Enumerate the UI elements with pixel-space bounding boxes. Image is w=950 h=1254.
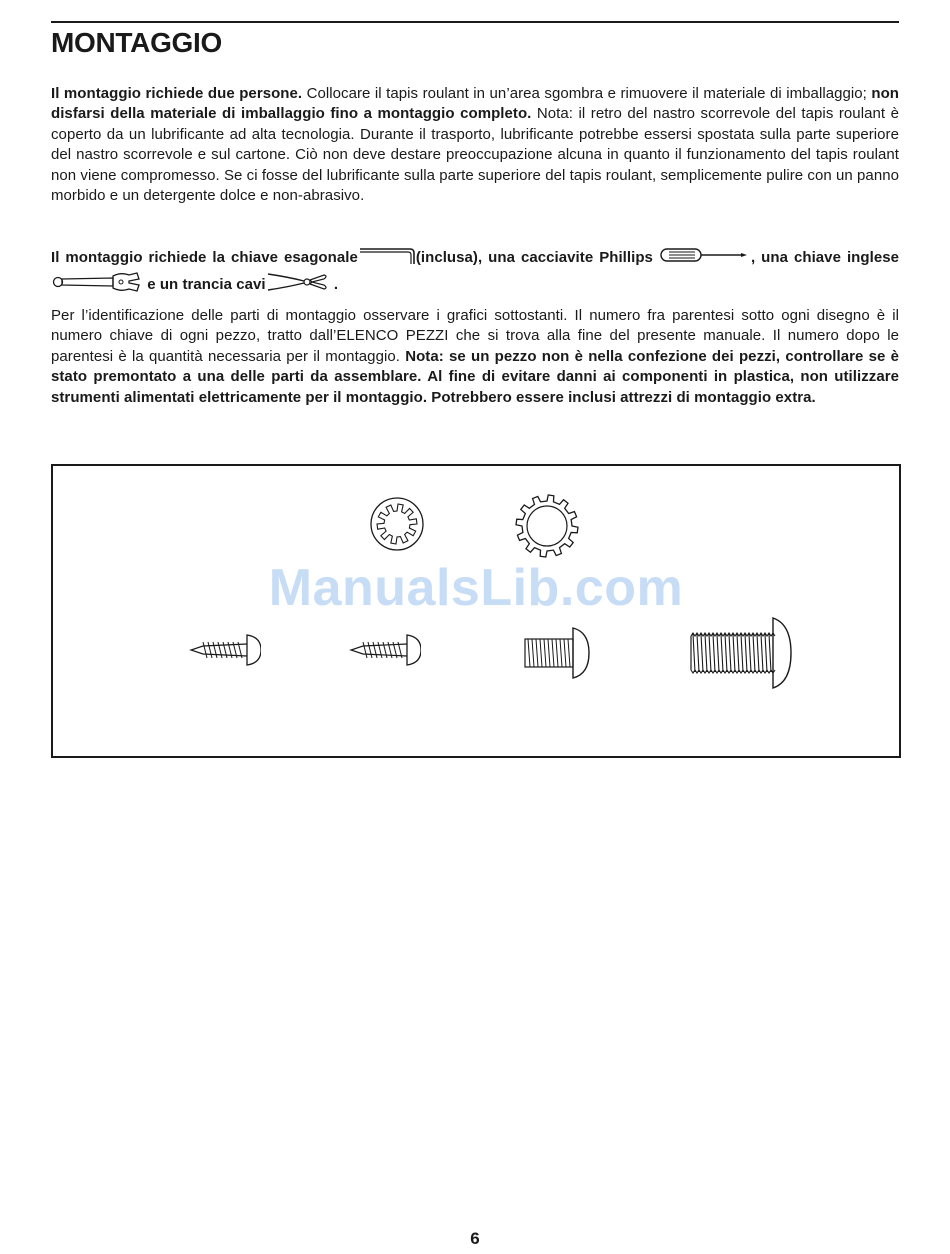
intro-text-2: Nota: il retro del nastro scorrevole del tapis roulant è coperto da un lubrificante ad alta tecnologia. Durante il trasporto, lubrificante potrebbe essersi spostata sulla parte superiore del nastro scorrevole e sul cartone. Ciò non deve destare preoccupazione alcuna in quanto il funzionamento del tapis roulant non viene compromesso. Se ci fosse del lubrificante sulla parte superiore del tapis roulant, semplicemente pulire con un panno morbido e un detergente dolce e non-abrasivo.: [51, 105, 899, 205]
intro-bold-lead: Il montaggio richiede due persone.: [51, 85, 303, 102]
adjustable-wrench-icon: [51, 272, 143, 298]
tools-text-4: e un trancia cavi: [147, 276, 266, 294]
external-star-washer-icon: [513, 494, 581, 558]
page-number: 6: [470, 1229, 480, 1248]
identification-text: Per l’identificazione delle parti di montaggio osservare i grafici sottostanti. Il numero fra parentesi sotto ogni disegno è il numero chiave di ogni pezzo, tratto dall’ELENCO PEZZI che si trova alla fine del presente manuale. Il numero dopo le parentesi è la quantità necessaria per il montaggio.: [51, 307, 899, 365]
page-title: MONTAGGIO: [51, 27, 222, 58]
button-bolt-icon: [523, 626, 591, 680]
intro-text-1: Collocare il tapis roulant in un’area sgombra e rimuovere il materiale di imballaggio;: [302, 85, 872, 102]
tools-text-1: Il montaggio richiede la chiave esagonale: [51, 249, 358, 267]
screw-icon: [349, 630, 421, 670]
small-screw-icon: [189, 630, 261, 670]
internal-star-washer-icon: [369, 496, 425, 552]
tools-text-2: (inclusa), una cacciavite Phillips: [415, 249, 653, 267]
watermark: ManualsLib.com: [268, 559, 684, 617]
tools-paragraph: [51, 245, 899, 300]
large-button-bolt-icon: [689, 616, 793, 690]
intro-paragraph: [51, 84, 899, 206]
identification-paragraph: [51, 306, 899, 408]
tools-text-3: , una chiave inglese: [750, 249, 899, 267]
intro-bold-mid: non disfarsi della materiale di imballaggio fino a montaggio completo.: [51, 85, 899, 123]
phillips-screwdriver-icon: [659, 247, 751, 269]
tools-text-5: .: [333, 276, 339, 294]
top-rule: [51, 21, 899, 23]
identification-note: Nota: se un pezzo non è nella confezione dei pezzi, controllare se è stato premontato a una delle parti da assemblare. Al fine di evitare danni ai componenti in plastica, non utilizzare strumenti alimentati elettricamente per il montaggio. Potrebbero essere inclusi attrezzi di montaggio extra.: [51, 347, 899, 406]
hex-key-icon: [358, 245, 416, 271]
parts-figure: [51, 464, 901, 758]
wire-cutter-icon: [266, 271, 330, 299]
